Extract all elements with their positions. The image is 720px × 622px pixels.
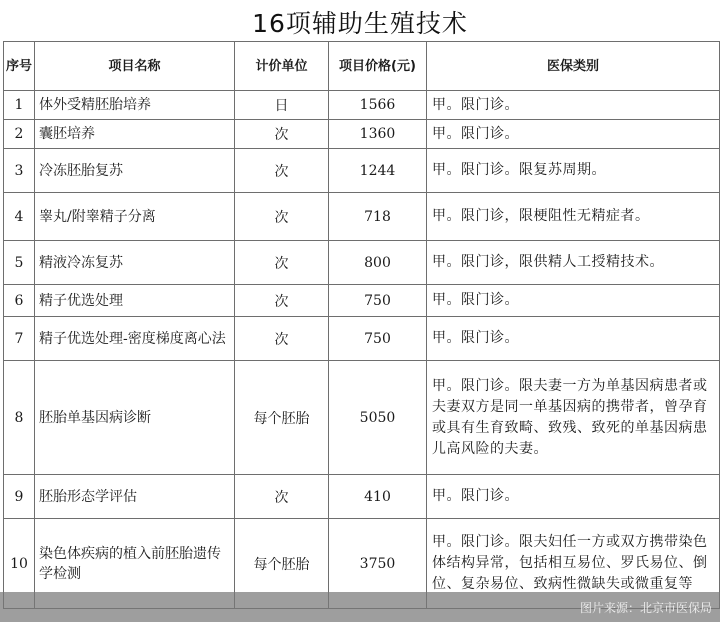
row-number: 5 xyxy=(4,241,35,285)
price: 1566 xyxy=(329,91,427,120)
header-price: 项目价格(元) xyxy=(329,42,427,91)
price: 410 xyxy=(329,475,427,519)
pricing-unit: 次 xyxy=(235,193,329,241)
price: 1360 xyxy=(329,120,427,149)
price: 1244 xyxy=(329,149,427,193)
item-name: 体外受精胚胎培养 xyxy=(35,91,235,120)
pricing-unit: 次 xyxy=(235,120,329,149)
insurance-category: 甲。限门诊。 xyxy=(427,285,720,317)
image-source-text: 图片来源：北京市医保局 xyxy=(579,601,712,615)
row-number: 4 xyxy=(4,193,35,241)
pricing-unit: 次 xyxy=(235,241,329,285)
table-row xyxy=(4,91,720,120)
item-name: 冷冻胚胎复苏 xyxy=(35,149,235,193)
item-name: 睾丸/附睾精子分离 xyxy=(35,193,235,241)
row-number: 9 xyxy=(4,475,35,519)
pricing-unit: 次 xyxy=(235,317,329,361)
insurance-category: 甲。限门诊。 xyxy=(427,317,720,361)
price: 750 xyxy=(329,285,427,317)
item-name: 胚胎单基因病诊断 xyxy=(35,361,235,475)
item-name: 胚胎形态学评估 xyxy=(35,475,235,519)
insurance-category: 甲。限门诊。 xyxy=(427,120,720,149)
insurance-category: 甲。限门诊。 xyxy=(427,91,720,120)
insurance-category: 甲。限门诊，限供精人工授精技术。 xyxy=(427,241,720,285)
row-number: 7 xyxy=(4,317,35,361)
header-no: 序号 xyxy=(4,42,35,91)
row-number: 3 xyxy=(4,149,35,193)
table-row xyxy=(4,241,720,285)
table-body xyxy=(4,91,720,609)
price: 718 xyxy=(329,193,427,241)
insurance-category: 甲。限门诊，限梗阻性无精症者。 xyxy=(427,193,720,241)
row-number: 10 xyxy=(4,519,35,609)
pricing-unit: 次 xyxy=(235,475,329,519)
pricing-unit: 每个胚胎 xyxy=(235,519,329,609)
item-name: 精子优选处理 xyxy=(35,285,235,317)
price: 750 xyxy=(329,317,427,361)
fee-table xyxy=(3,41,720,609)
pricing-unit: 每个胚胎 xyxy=(235,361,329,475)
item-name: 染色体疾病的植入前胚胎遗传学检测 xyxy=(35,519,235,609)
table-row xyxy=(4,120,720,149)
header-row xyxy=(4,42,720,91)
pricing-unit: 日 xyxy=(235,91,329,120)
item-name: 精子优选处理-密度梯度离心法 xyxy=(35,317,235,361)
table-row xyxy=(4,475,720,519)
row-number: 2 xyxy=(4,120,35,149)
header-insurance: 医保类别 xyxy=(427,42,720,91)
row-number: 6 xyxy=(4,285,35,317)
insurance-category: 甲。限门诊。限复苏周期。 xyxy=(427,149,720,193)
row-number: 1 xyxy=(4,91,35,120)
row-number: 8 xyxy=(4,361,35,475)
item-name: 精液冷冻复苏 xyxy=(35,241,235,285)
insurance-category: 甲。限门诊。 xyxy=(427,475,720,519)
table-row xyxy=(4,285,720,317)
page-title: 16项辅助生殖技术 xyxy=(252,9,468,38)
insurance-category: 甲。限门诊。限夫妻一方为单基因病患者或夫妻双方是同一单基因病的携带者，曾孕育或具有生育致畸、致残、致死的单基因病患儿高风险的夫妻。 xyxy=(427,361,720,475)
price: 3750 xyxy=(329,519,427,609)
price: 5050 xyxy=(329,361,427,475)
table-row xyxy=(4,361,720,475)
table-row xyxy=(4,193,720,241)
table-row xyxy=(4,317,720,361)
price: 800 xyxy=(329,241,427,285)
item-name: 囊胚培养 xyxy=(35,120,235,149)
pricing-unit: 次 xyxy=(235,149,329,193)
header-name: 项目名称 xyxy=(35,42,235,91)
image-source-banner xyxy=(0,592,720,622)
table-row xyxy=(4,149,720,193)
header-unit: 计价单位 xyxy=(235,42,329,91)
pricing-unit: 次 xyxy=(235,285,329,317)
insurance-category: 甲。限门诊。限夫妇任一方或双方携带染色体结构异常，包括相互易位、罗氏易位、倒位、复杂易位、致病性微缺失或微重复等 xyxy=(427,519,720,609)
